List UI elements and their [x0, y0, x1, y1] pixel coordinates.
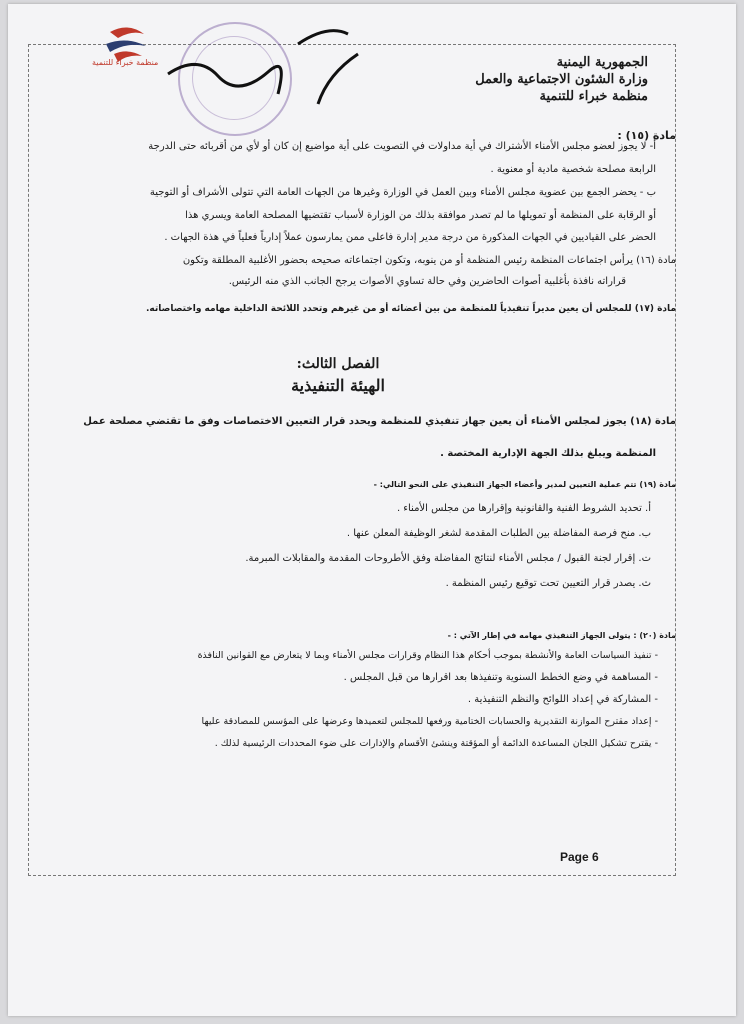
- article-20-item-3: - المشاركة في إعداد اللوائح والنظم التنفيذية .: [467, 694, 658, 705]
- letterhead: [475, 54, 648, 105]
- article-18-line1: مادة (١٨) يجوز لمجلس الأمناء أن يعين جهاز تنفيذي للمنظمة ويحدد قرار التعيين الاختصاصات وفق ما تقتضي مصلحة عمل: [83, 416, 676, 427]
- chapter-subtitle: الهيئة التنفيذية: [291, 376, 385, 395]
- article-17: مادة (١٧) للمجلس أن يعين مديراً تنفيذياً للمنظمة من بين أعضائه أو من غيرهم وتحدد اللائحة الداخلية مهامه واختصاصاته.: [146, 304, 676, 314]
- page-number: Page 6: [560, 850, 599, 864]
- article-16-line2: قراراته نافذة بأغلبية أصوات الحاضرين وفي حالة تساوي الأصوات يرجح الجانب الذي منه الرئيس.: [228, 276, 626, 287]
- chapter-title: الفصل الثالث:: [296, 356, 380, 372]
- article-20-item-5: - يقترح تشكيل اللجان المساعدة الدائمة أو المؤقتة وينشئ الأقسام والإدارات على ضوء المحددات الرئيسية لذلك .: [214, 738, 658, 749]
- article-20-intro: مادة (٢٠) : يتولى الجهاز التنفيذي مهامه في إطار الآتي : -: [447, 631, 676, 640]
- article-19-item-b: ب. منح فرصة المفاضلة بين الطلبات المقدمة لشغر الوظيفة المعلن عنها .: [346, 528, 651, 539]
- article-20-item-4: - إعداد مقترح الموازنة التقديرية والحسابات الختامية ورفعها للمجلس لتعميدها وعرضها على المؤسس للمصادقة عليها: [201, 716, 658, 727]
- article-16-line1: مادة (١٦) يرأس اجتماعات المنظمة رئيس المنظمة أو من ينوبه، وتكون اجتماعاته صحيحه بحضور الأغلبية المطلقة وتكون: [182, 255, 676, 266]
- article-19-intro: مادة (١٩) تتم عملية التعيين لمدير وأعضاء الجهاز التنفيذي على النحو التالي: -: [373, 480, 676, 489]
- organization-name: منظمة خبراء للتنمية: [539, 89, 648, 104]
- document-page: [8, 4, 736, 1016]
- ministry-name: وزارة الشئون الاجتماعية والعمل: [475, 72, 648, 87]
- article-15-a1: أ- لا يجوز لعضو مجلس الأمناء الأشتراك في أية مداولات في التصويت على أية مواضيع إن كان أو لأي من أقربائه حتى الدرجة: [148, 141, 656, 152]
- article-15-b3: الحضر على القياديين في الجهات المذكورة من درجة مدير إدارة فاعلى ممن يمارسون عملاً إدارياً فعلياً في هذة الجهات .: [164, 232, 656, 243]
- article-15-b2: أو الرقابة على المنظمة أو تمويلها ما لم تصدر موافقة بذلك من الوزارة لأسباب تقتضيها المصلحة العامة ويسري هذا: [185, 210, 656, 221]
- article-20-item-2: - المساهمة في وضع الخطط السنوية وتنفيذها بعد اقرارها من قبل المجلس .: [343, 672, 658, 683]
- article-19-item-a: أ. تحديد الشروط الفنية والقانونية وإقرارها من مجلس الأمناء .: [396, 503, 651, 514]
- article-20-item-1: - تنفيذ السياسات العامة والأنشطة بموجب أحكام هذا النظام وقرارات مجلس الأمناء وبما لا يتعارض مع القوانين النافذة: [197, 650, 658, 661]
- logo-text: منظمة خبراء للتنمية: [92, 58, 159, 67]
- article-19-item-d: ث. يصدر قرار التعيين تحت توقيع رئيس المنظمة .: [445, 578, 651, 589]
- signature: [128, 14, 368, 114]
- article-15-label: مادة (١٥) :: [617, 129, 676, 142]
- country-name: الجمهورية اليمنية: [556, 55, 648, 70]
- article-15-b1: ب - يحضر الجمع بين عضوية مجلس الأمناء وبين العمل في الوزارة وغيرها من الجهات العامة التي تتولى الأشراف أو التوجية: [149, 187, 656, 198]
- article-15-a2: الرابعة مصلحة شخصية مادية أو معنوية .: [490, 164, 656, 175]
- article-18-line2: المنظمة ويبلغ بذلك الجهة الإدارية المختصة .: [440, 448, 656, 459]
- article-19-item-c: ت. إقرار لجنة القبول / مجلس الأمناء لنتائج المفاضلة وفق الأطروحات المقدمة والمقابلات المبرمة.: [245, 553, 651, 564]
